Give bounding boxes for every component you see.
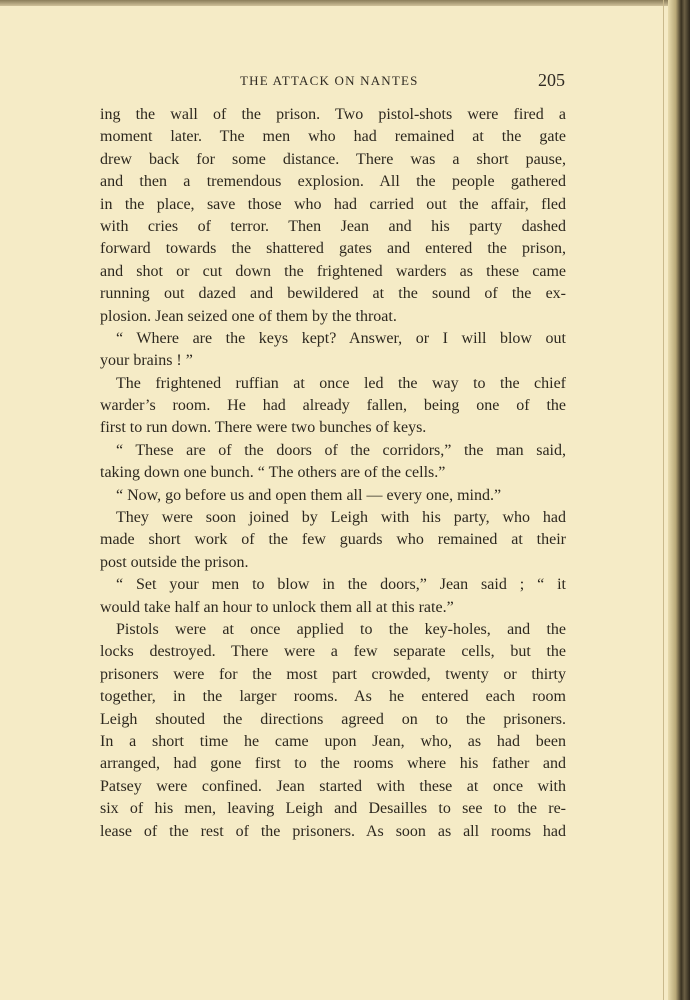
text-line: taking down one bunch. “ The others are of the cells.” — [100, 464, 446, 482]
text-line: and then a tremendous explosion. All the people gathered — [100, 173, 566, 191]
text-line: plosion. Jean seized one of them by the throat. — [100, 307, 397, 325]
page-edge-line — [663, 0, 664, 1000]
text-line: lease of the rest of the prisoners. As soon as all rooms had — [100, 822, 566, 840]
text-line: in the place, save those who had carried out the affair, fled — [100, 195, 566, 213]
text-line: together, in the larger rooms. As he entered each room — [100, 688, 566, 706]
text-line: your brains ! ” — [100, 352, 193, 370]
text-line: locks destroyed. There were a few separate cells, but the — [100, 643, 566, 661]
running-title: THE ATTACK ON NANTES — [240, 73, 419, 88]
text-line: moment later. The men who had remained at the gate — [100, 128, 566, 146]
page-binding-edge — [668, 0, 690, 1000]
text-line: The frightened ruffian at once led the way to the chief — [116, 374, 566, 392]
text-line: In a short time he came upon Jean, who, as had been — [100, 732, 566, 750]
text-line: Patsey were confined. Jean started with these at once with — [100, 777, 566, 795]
text-line: “ These are of the doors of the corridors,” the man said, — [116, 441, 566, 459]
text-line: running out dazed and bewildered at the sound of the ex- — [100, 285, 566, 303]
text-line: with cries of terror. Then Jean and his party dashed — [100, 217, 566, 235]
text-line: six of his men, leaving Leigh and Desailles to see to the re- — [100, 800, 566, 818]
text-line: forward towards the shattered gates and entered the prison, — [100, 240, 566, 258]
running-head — [100, 70, 568, 94]
text-line: post outside the prison. — [100, 553, 249, 571]
body-text — [100, 104, 566, 843]
text-line: “ Where are the keys kept? Answer, or I will blow out — [116, 329, 566, 347]
text-line: Leigh shouted the directions agreed on to the prisoners. — [100, 710, 566, 728]
text-line: made short work of the few guards who remained at their — [100, 531, 566, 549]
text-line: drew back for some distance. There was a short pause, — [100, 150, 566, 168]
text-line: first to run down. There were two bunches of keys. — [100, 419, 427, 437]
text-line: and shot or cut down the frightened warders as these came — [100, 262, 566, 280]
text-line: would take half an hour to unlock them all at this rate.” — [100, 598, 454, 616]
text-line: “ Now, go before us and open them all — every one, mind.” — [116, 486, 502, 504]
page-top-edge — [0, 0, 690, 6]
text-line: prisoners were for the most part crowded, twenty or thirty — [100, 665, 566, 683]
text-line: “ Set your men to blow in the doors,” Jean said ; “ it — [116, 576, 566, 594]
page-number: 205 — [538, 70, 565, 90]
text-line: arranged, had gone first to the rooms where his father and — [100, 755, 566, 773]
text-line: ing the wall of the prison. Two pistol-shots were fired a — [100, 106, 566, 123]
text-line: warder’s room. He had already fallen, being one of the — [100, 397, 566, 415]
text-line: They were soon joined by Leigh with his party, who had — [116, 509, 566, 527]
text-line: Pistols were at once applied to the key-holes, and the — [116, 620, 566, 638]
